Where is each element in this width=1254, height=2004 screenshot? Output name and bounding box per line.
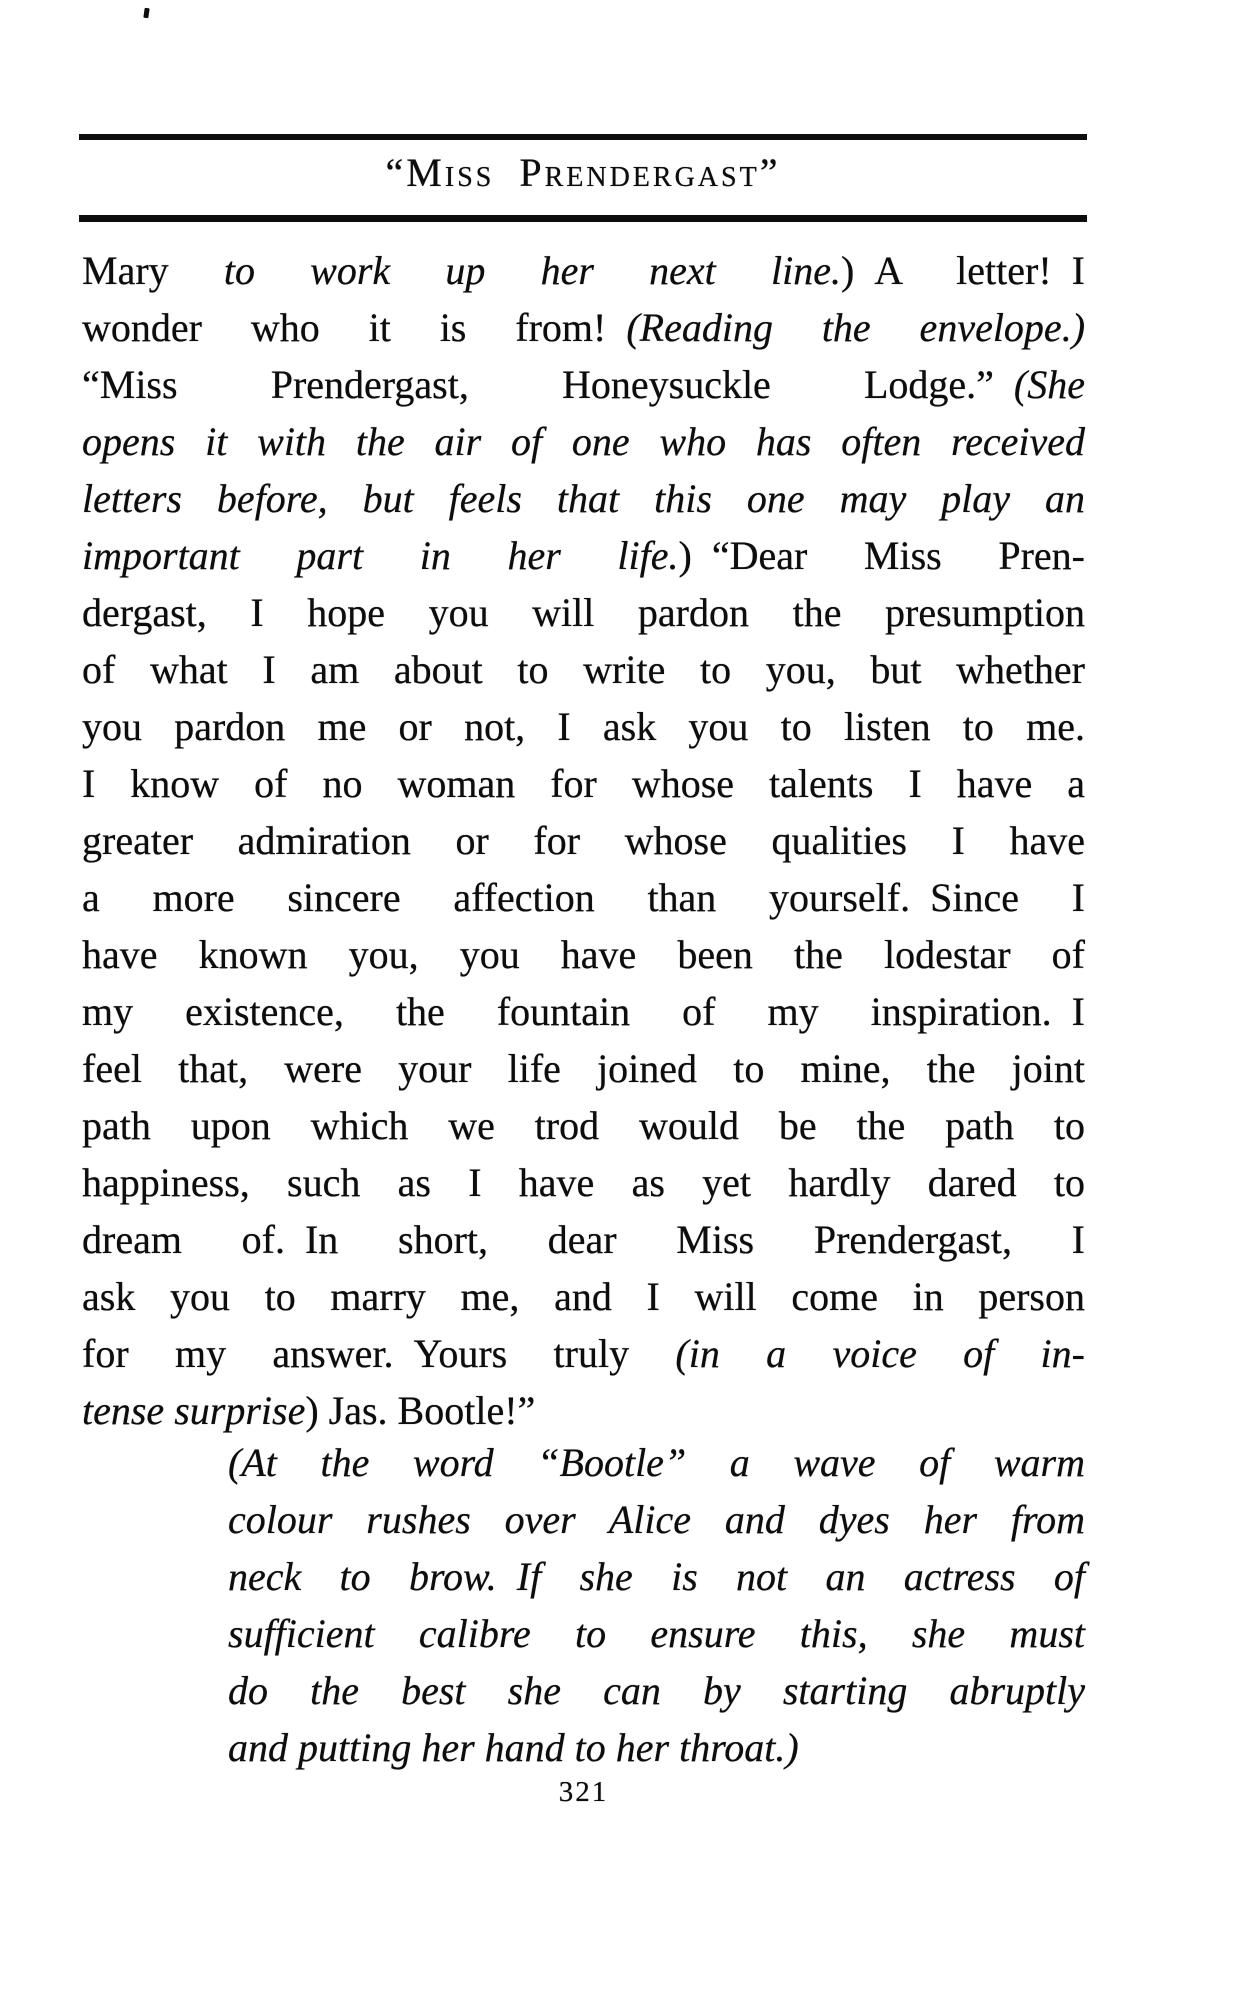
text-line [228,1548,1085,1605]
text-line [82,1211,1085,1268]
page-number: 321 [558,1776,609,1808]
text-line [82,356,1085,413]
text-line [82,242,1085,299]
text-line [228,1719,1085,1776]
text-line [82,1097,1085,1154]
header-rule-bottom [79,215,1087,222]
header-rule-top [79,134,1087,140]
roman-text: path upon which we trod would be the path to [82,1103,1085,1148]
italic-text: letters before, but feels that this one may play an [82,476,1085,521]
body-text [82,242,1085,1439]
roman-text: have known you, you have been the lodestar of [82,932,1085,977]
text-line [82,812,1085,869]
italic-text: sufficient calibre to ensure this, she must [228,1611,1085,1656]
text-line [82,1325,1085,1382]
italic-text: (She [1013,362,1085,407]
text-line [82,527,1085,584]
roman-text: greater admiration or for whose qualities I have [82,818,1085,863]
roman-text: ask you to marry me, and I will come in person [82,1274,1085,1319]
roman-text: happiness, such as I have as yet hardly dared to [82,1160,1085,1205]
italic-text: (Reading the envelope.) [626,305,1086,350]
italic-text: and putting her hand to her throat.) [228,1725,799,1770]
roman-text: ) A letter! I [840,248,1085,293]
roman-text: a more sincere affection than yourself. Since I [82,875,1085,920]
roman-text: you pardon me or not, I ask you to listen to me. [82,704,1085,749]
roman-text: dream of. In short, dear Miss Prendergast, I [82,1217,1085,1262]
text-line [82,470,1085,527]
text-line [228,1662,1085,1719]
ink-speck [143,8,149,19]
roman-text: of what I am about to write to you, but whether [82,647,1085,692]
text-line [82,926,1085,983]
text-line [82,413,1085,470]
roman-text: I know of no woman for whose talents I have a [82,761,1085,806]
roman-text: “Miss Prendergast, Honeysuckle Lodge.” [82,362,1014,407]
text-line [82,299,1085,356]
text-line [228,1434,1085,1491]
roman-text: ) “Dear Miss Pren- [678,533,1085,578]
text-line [82,641,1085,698]
italic-text: to work up her next line. [223,248,841,293]
italic-text: neck to brow. If she is not an actress of [228,1554,1085,1599]
text-line [82,755,1085,812]
roman-text: ) Jas. Bootle!” [305,1388,536,1433]
text-line [82,584,1085,641]
text-line [228,1605,1085,1662]
italic-text: important part in her life. [82,533,679,578]
roman-text: feel that, were your life joined to mine, the joint [82,1046,1085,1091]
text-line [82,983,1085,1040]
roman-text: dergast, I hope you will pardon the presumption [82,590,1085,635]
italic-text: (At the word “Bootle” a wave of warm [228,1440,1085,1485]
italic-text: tense surprise [82,1388,306,1433]
italic-text: colour rushes over Alice and dyes her from [228,1497,1085,1542]
roman-text: my existence, the fountain of my inspiration. I [82,989,1085,1034]
text-line [82,869,1085,926]
roman-text: wonder who it is from! [82,305,627,350]
running-header: “Miss Prendergast” [385,150,781,195]
text-line [82,1268,1085,1325]
text-line [82,1154,1085,1211]
roman-text: Mary [82,248,224,293]
text-line [82,1040,1085,1097]
text-line [82,698,1085,755]
text-line [228,1491,1085,1548]
italic-text: do the best she can by starting abruptly [228,1668,1085,1713]
italic-text: (in a voice of in- [675,1331,1085,1376]
italic-text: opens it with the air of one who has often received [82,419,1085,464]
stage-direction [228,1434,1085,1776]
roman-text: for my answer. Yours truly [82,1331,676,1376]
text-line [82,1382,1085,1439]
